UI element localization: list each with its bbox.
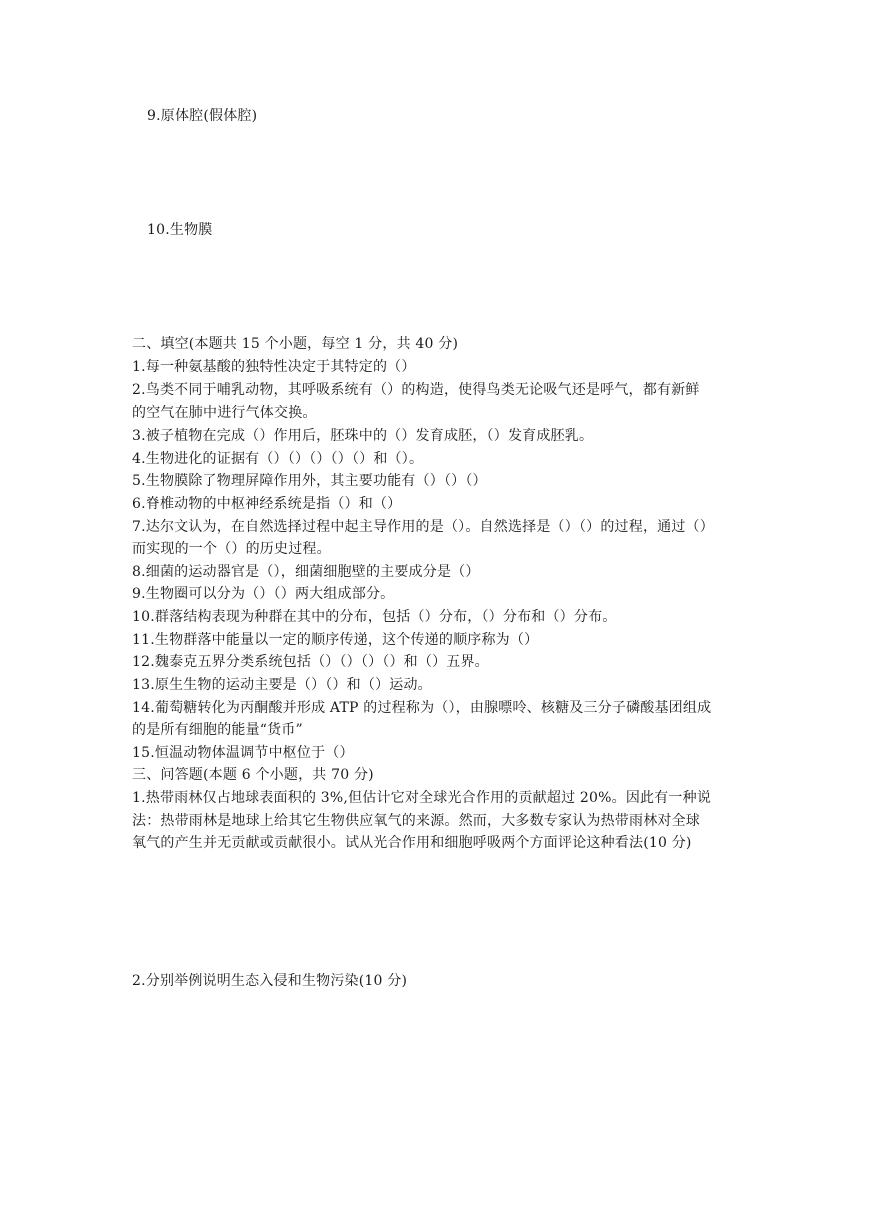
definition-item-9: 9.原体腔(假体腔)	[147, 108, 258, 124]
fill-in-line: 15.恒温动物体温调节中枢位于（）	[132, 745, 354, 761]
qa-heading: 三、问答题(本题 6 个小题，共 70 分)	[132, 767, 374, 783]
fill-in-line: 11.生物群落中能量以一定的顺序传递，这个传递的顺序称为（）	[132, 632, 539, 648]
qa-question-1-line: 1.热带雨林仅占地球表面积的 3%,但估计它对全球光合作用的贡献超过 20%。因此有一种说	[132, 790, 712, 806]
qa-question-1-line: 法：热带雨林是地球上给其它生物供应氧气的来源。然而，大多数专家认为热带雨林对全球	[132, 813, 700, 829]
fill-in-line: 14.葡萄糖转化为丙酮酸并形成 ATP 的过程称为（），由腺嘌呤、核糖及三分子磷酸基团组成	[132, 700, 712, 716]
qa-question-1-line: 氧气的产生并无贡献或贡献很小。试从光合作用和细胞呼吸两个方面评论这种看法(10 分)	[132, 835, 692, 851]
fill-in-line: 8.细菌的运动器官是（），细菌细胞壁的主要成分是（）	[132, 564, 480, 580]
fill-in-line: 的是所有细胞的能量“货币”	[132, 722, 303, 738]
fill-in-line: 1.每一种氨基酸的独特性决定于其特定的（）	[132, 359, 416, 375]
fill-in-line: 10.群落结构表现为种群在其中的分布，包括（）分布，（）分布和（）分布。	[132, 609, 617, 625]
fill-in-line: 12.魏泰克五界分类系统包括（）（）（）（）和（）五界。	[132, 654, 489, 670]
definition-item-10: 10.生物膜	[147, 222, 213, 238]
fill-in-heading: 二、填空(本题共 15 个小题，每空 1 分，共 40 分)	[132, 336, 459, 352]
fill-in-line: 7.达尔文认为，在自然选择过程中起主导作用的是（）。自然选择是（）（）的过程，通过（）	[132, 519, 714, 535]
fill-in-line: 4.生物进化的证据有（）（）（）（）（）和（）。	[132, 451, 424, 467]
fill-in-line: 13.原生生物的运动主要是（）（）和（）运动。	[132, 677, 432, 693]
fill-in-line: 2.鸟类不同于哺乳动物，其呼吸系统有（）的构造，使得鸟类无论吸气还是呼气，都有新鲜	[132, 382, 700, 398]
fill-in-line: 5.生物膜除了物理屏障作用外，其主要功能有（）（）（）	[132, 473, 487, 489]
fill-in-line: 9.生物圈可以分为（）（）两大组成部分。	[132, 586, 395, 602]
fill-in-line: 6.脊椎动物的中枢神经系统是指（）和（）	[132, 496, 402, 512]
qa-question-2: 2.分别举例说明生态入侵和生物污染(10 分)	[132, 973, 408, 989]
fill-in-line: 而实现的一个（）的历史过程。	[132, 541, 331, 557]
fill-in-line: 3.被子植物在完成（）作用后，胚珠中的（）发育成胚，（）发育成胚乳。	[132, 428, 594, 444]
fill-in-line: 的空气在肺中进行气体交换。	[132, 405, 317, 421]
